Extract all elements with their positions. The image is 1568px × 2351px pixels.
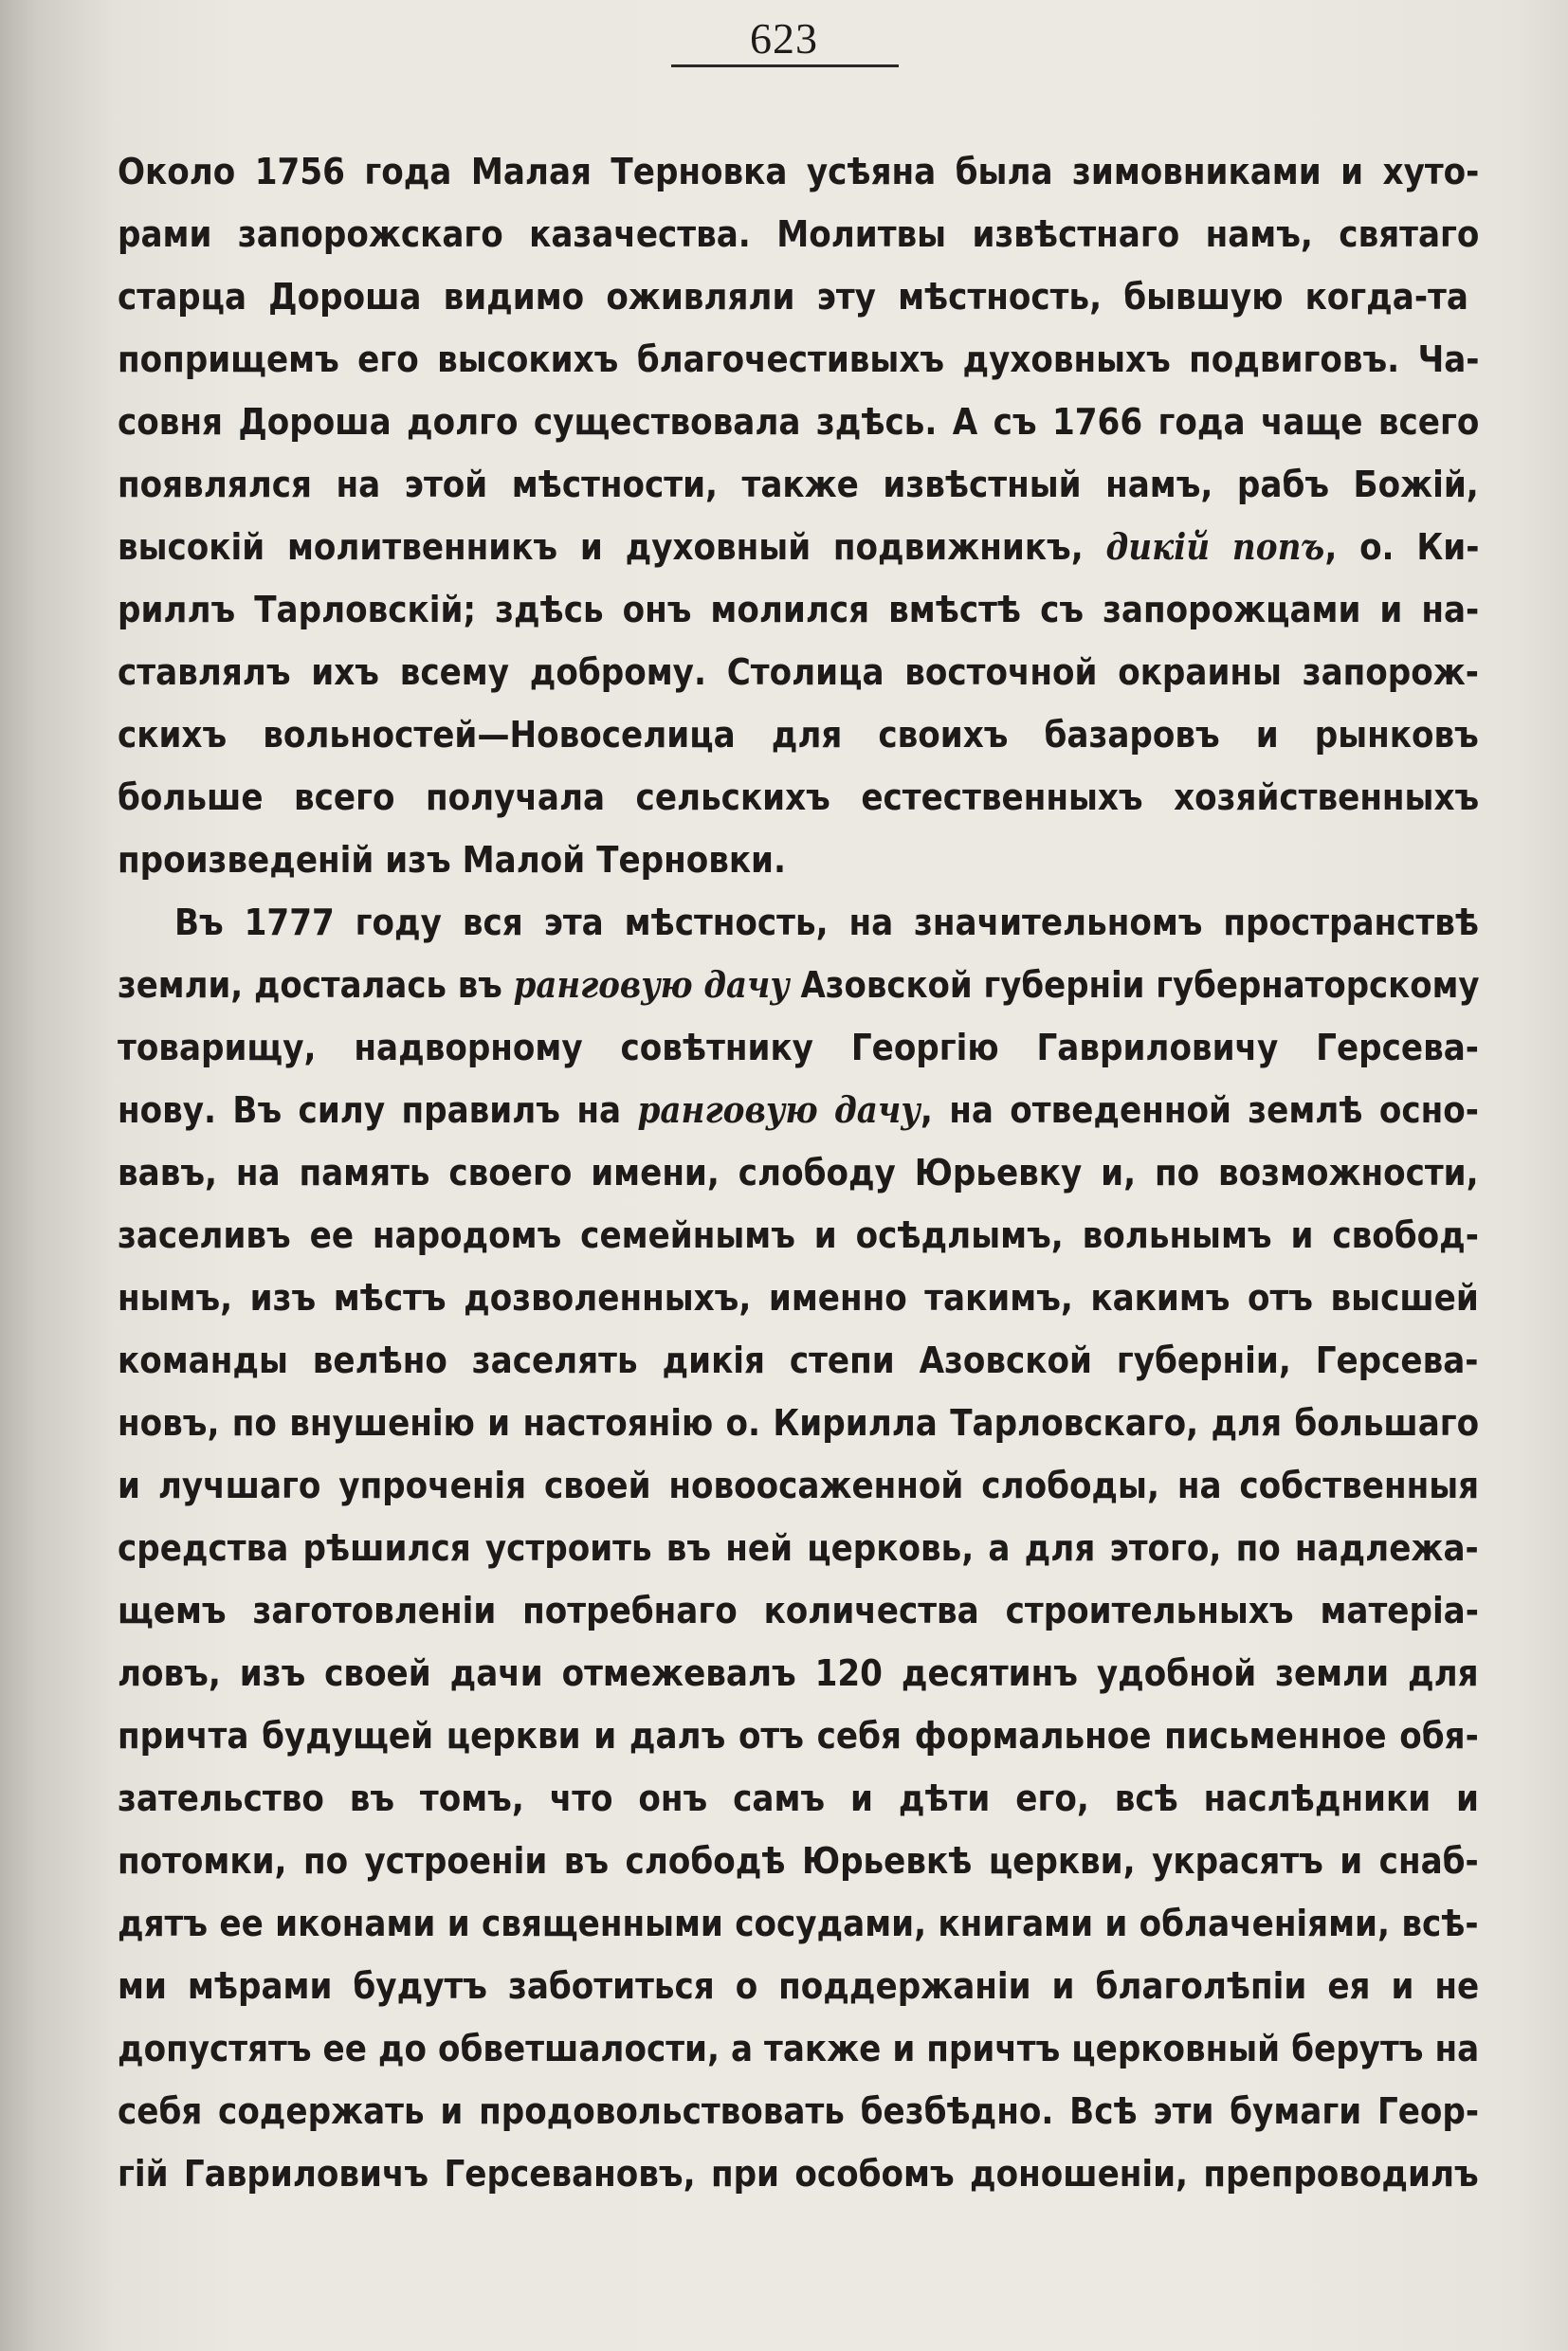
italic-term: ранговую дачу — [513, 963, 790, 1006]
text-line: риллъ Тарловскій; здѣсь онъ молился вмѣстѣ съ запорожцами и на- — [118, 589, 1480, 630]
text-line: старца Дороша видимо оживляли эту мѣстность, бывшую когда-та — [118, 276, 1468, 318]
text-line: нову. Въ силу правилъ на ранговую дачу, на отведенной землѣ осно- — [118, 1088, 1479, 1131]
text-line: совня Дороша долго существовала здѣсь. А съ 1766 года чаще всего — [118, 401, 1480, 443]
text-line: ловъ, изъ своей дачи отмежевалъ 120 десятинъ удобной земли для — [118, 1652, 1479, 1694]
text-line: потомки, по устроеніи въ слободѣ Юрьевкѣ церкви, украсятъ и снаб- — [118, 1840, 1479, 1882]
text-line: себя содержать и продовольствовать безбѣдно. Всѣ эти бумаги Геор- — [118, 2090, 1480, 2132]
italic-term: дикій попъ — [1105, 525, 1325, 568]
text-line: средства рѣшился устроить въ ней церковь, а для этого, по надлежа- — [118, 1527, 1479, 1569]
italic-term: ранговую дачу — [637, 1088, 921, 1131]
text-line: причта будущей церкви и далъ отъ себя формальное письменное обя- — [118, 1715, 1479, 1757]
page-number: 623 — [750, 14, 818, 63]
text-line: допустятъ ее до обветшалости, а также и причтъ церковный берутъ на — [118, 2028, 1480, 2069]
text-line: заселивъ ее народомъ семейнымъ и осѣдлымъ, вольнымъ и свобод- — [118, 1214, 1479, 1256]
text-line: новъ, по внушенію и настоянію о. Кирилла Тарловскаго, для большаго — [118, 1402, 1480, 1444]
text-line: щемъ заготовленіи потребнаго количества строительныхъ матеріа- — [118, 1590, 1479, 1631]
text-line: команды велѣно заселять дикія степи Азовской губерніи, Герсева- — [118, 1340, 1479, 1381]
text-line: поприщемъ его высокихъ благочестивыхъ духовныхъ подвиговъ. Ча- — [118, 338, 1480, 380]
text-line: высокій молитвенникъ и духовный подвижникъ, дикій попъ, о. Ки- — [118, 525, 1480, 568]
text-line: товарищу, надворному совѣтнику Георгію Гавриловичу Герсева- — [118, 1027, 1479, 1068]
text-line: ставлялъ ихъ всему доброму. Столица восточной окраины запорож- — [118, 651, 1479, 693]
text-line: и лучшаго упроченія своей новоосаженной слободы, на собственныя — [118, 1465, 1480, 1506]
text-line: произведеній изъ Малой Терновки. — [118, 839, 787, 881]
text-line: Около 1756 года Малая Терновка усѣяна была зимовниками и хуто- — [118, 151, 1480, 192]
text-line: рами запорожскаго казачества. Молитвы извѣстнаго намъ, святаго — [118, 213, 1480, 255]
text-line: ми мѣрами будутъ заботиться о поддержаніи и благолѣпіи ея и не — [118, 1965, 1480, 2007]
text-line: земли, досталась въ ранговую дачу Азовской губерніи губернаторскому — [118, 963, 1480, 1006]
text-line: зательство въ томъ, что онъ самъ и дѣти его, всѣ наслѣдники и — [118, 1777, 1480, 1819]
text-line: больше всего получала сельскихъ естественныхъ хозяйственныхъ — [118, 776, 1480, 818]
text-line: появлялся на этой мѣстности, также извѣстный намъ, рабъ Божій, — [118, 464, 1479, 505]
text-line: нымъ, изъ мѣстъ дозволенныхъ, именно такимъ, какимъ отъ высшей — [118, 1277, 1479, 1319]
body-text — [118, 140, 1479, 2205]
text-line: гій Гавриловичъ Герсевановъ, при особомъ доношеніи, препроводилъ — [118, 2153, 1479, 2195]
text-line: Въ 1777 году вся эта мѣстность, на значительномъ пространствѣ — [174, 902, 1480, 943]
text-line: дятъ ее иконами и священными сосудами, книгами и облаченіями, всѣ- — [118, 1903, 1479, 1944]
text-line: вавъ, на память своего имени, слободу Юрьевку и, по возможности, — [118, 1152, 1479, 1194]
text-line: скихъ вольностей—Новоселица для своихъ базаровъ и рынковъ — [118, 714, 1479, 756]
header-rule — [671, 64, 899, 67]
